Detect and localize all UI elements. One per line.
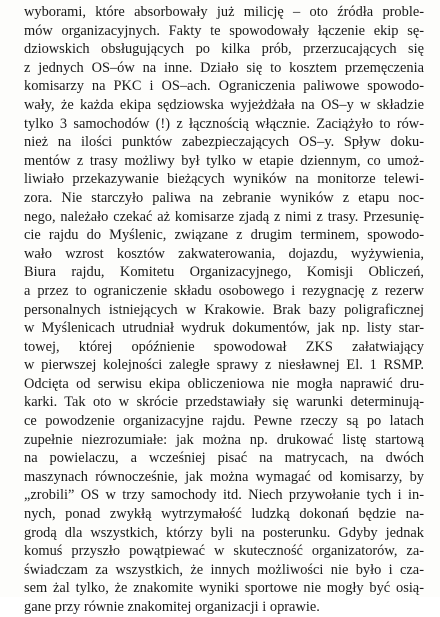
text-line: mentów z trasy możliwy był tylko w etapie dziennym, co umoż- — [24, 152, 424, 169]
text-line: karki. Tak oto w skrócie przedstawiały się warunki determinują- — [24, 394, 424, 411]
text-line: Odcięta od serwisu ekipa obliczeniowa nie mogła naprawić dru- — [24, 375, 424, 392]
text-line: nych, ponad zwykłą wytrzymałość ludzką dokonań będzie na- — [24, 506, 424, 523]
text-line: mów organizacyjnych. Fakty te spowodowały łączenie ekip sę- — [24, 22, 424, 39]
text-line: maszynach równocześnie, jak można wymagać od komisarzy, by — [24, 468, 424, 485]
text-line: komisarzy na PKC i OS–ach. Ograniczenia paliwowe spowodo- — [24, 78, 424, 95]
text-line: wyborami, które absorbowały już milicję – oto źródła proble- — [24, 4, 424, 20]
text-line: gane przy równie znakomitej organizacji i oprawie. — [24, 599, 320, 615]
text-line: Biura rajdu, Komitetu Organizacyjnego, Komisji Obliczeń, — [24, 264, 424, 281]
text-line: sem żal tylko, że znakomite wyniki sportowe nie mogły być osią- — [24, 580, 424, 597]
text-line: „zrobili” OS w trzy samochody itd. Niech przywołanie tych i in- — [24, 487, 424, 504]
text-line: komuś przyszło powątpiewać w skuteczność organizatorów, za- — [24, 543, 424, 560]
text-line: cie rajdu do Myślenic, związane z drugim terminem, spowodo- — [24, 227, 424, 244]
text-line: towej, której opóźnienie spowodował ZKS załatwiający — [24, 338, 424, 355]
text-line: nież na ilości punktów zabezpieczających OS–y. Spływ doku- — [24, 134, 424, 151]
text-line: personalnych istniejących w Krakowie. Brak bazy poligraficznej — [24, 301, 424, 318]
text-line: w Myślenicach utrudniał wydruk dokumentów, jak np. listy star- — [24, 320, 424, 337]
text-line: tylko 3 samochodów (!) z łącznością włącznie. Zaciążyło to rów- — [24, 115, 424, 132]
text-line: wały, że każda ekipa sędziowska wyjeżdżała na OS–y w składzie — [24, 96, 424, 113]
text-line: nego, należało czekać aż komisarze zjadą z nimi z trasy. Przesunię- — [24, 208, 424, 225]
body-text — [24, 3, 424, 617]
text-line: a przez to ograniczenie składu osobowego i rezygnację z rezerw — [24, 282, 424, 299]
text-line: wało wzrost kosztów zakwaterowania, dojazdu, wyżywienia, — [24, 245, 424, 262]
text-line: ce powodzenie organizacyjne rajdu. Pewne rzeczy są po latach — [24, 413, 424, 430]
text-line: na powielaczu, a wcześniej pisać na matrycach, na dwóch — [24, 450, 424, 467]
text-line: z jednych OS–ów na inne. Działo się to kosztem przemęczenia — [24, 59, 424, 76]
text-line: liwiało przekazywanie bieżących wyników na monitorze telewi- — [24, 171, 424, 188]
text-line: w pierwszej kolejności zaległe sprawy z niesławnej El. 1 RSMP. — [24, 357, 424, 374]
text-line: dziowskich obsługujących po kilka prób, przerzucających się — [24, 41, 424, 58]
text-line: grodą dla wszystkich, którzy byli na posterunku. Gdyby jednak — [24, 524, 424, 541]
text-line: zora. Nie starczyło paliwa na zebranie wyników z etapu noc- — [24, 189, 424, 206]
text-line: zupełnie niezrozumiałe: jak można np. drukować listę startową — [24, 431, 424, 448]
text-line: świadczam za wszystkich, że innych możliwości nie było i cza- — [24, 561, 424, 578]
